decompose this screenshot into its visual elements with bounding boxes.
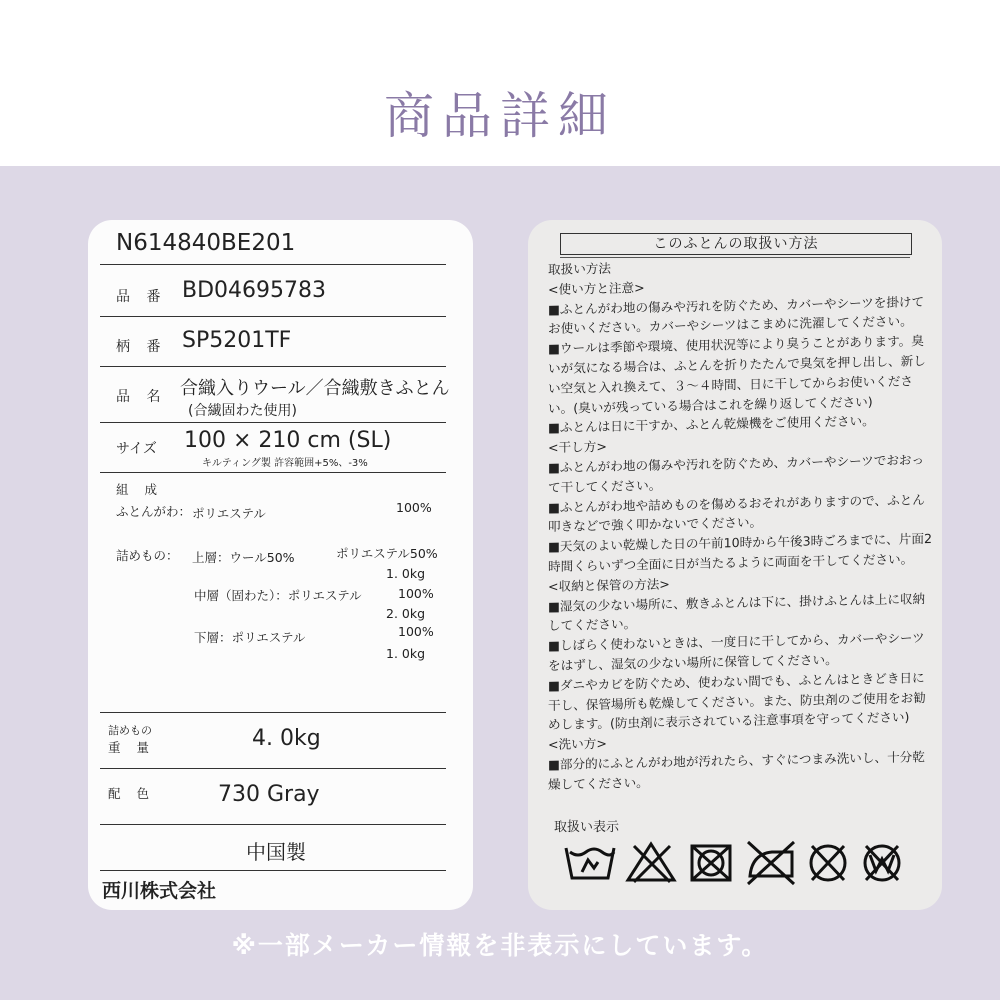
maker: 西川株式会社 (102, 880, 217, 902)
care-item: ■ふとんがわ地の傷みや汚れを防ぐため、カバーやシーツを掛けてお使いください。カバーやシーツはこまめに洗濯してください。 (548, 293, 925, 337)
care-title: このふとんの取扱い方法 (560, 233, 912, 255)
care-item: ■ふとんは日に干すか、ふとん乾燥機をご使用ください。 (548, 413, 875, 436)
care-item: ■湿気の少ない場所に、敷きふとんは下に、掛けふとんは上に収納してください。 (548, 590, 926, 634)
care-item: ■天気のよい乾燥した日の午前10時から午後3時ごろまでに、片面2時間くらいずつ全面に日が当たるように両面を干してください。 (548, 531, 932, 574)
size-note: キルティング製 許容範囲+5%、-3% (202, 458, 368, 469)
lower-layer-weight: 1. 0kg (386, 646, 426, 661)
product-name: 合織入りウール／合織敷きふとん (180, 378, 450, 399)
upper-layer-material: ポリエステル50% (336, 546, 438, 561)
no-tumble-dry-icon (692, 846, 730, 880)
color-label: 配 色 (108, 786, 155, 801)
divider (100, 264, 446, 265)
product-no: BD04695783 (182, 278, 327, 303)
upper-layer-label: 上層：ウール50% (192, 550, 295, 565)
pattern-no: SP5201TF (182, 328, 292, 353)
care-text (548, 252, 934, 795)
origin: 中国製 (246, 840, 306, 864)
care-section: <干し方> (548, 438, 607, 456)
no-wet-clean-icon (865, 846, 899, 880)
cover-label: ふとんがわ： (116, 504, 192, 519)
weight-label-2: 重 量 (108, 740, 155, 755)
lower-layer-pct: 100% (398, 624, 434, 639)
divider (100, 422, 446, 423)
divider (100, 824, 446, 825)
middle-layer-label: 中層（固わた）：ポリエステル (194, 588, 362, 603)
weight-label-1: 詰めもの (108, 724, 152, 737)
composition-label: 組 成 (116, 482, 163, 497)
care-section: <収納と保管の方法> (548, 576, 670, 594)
middle-layer-pct: 100% (398, 586, 434, 601)
divider (100, 472, 446, 473)
divider (100, 316, 446, 317)
weight-value: 4. 0kg (252, 726, 321, 751)
divider (100, 712, 446, 713)
care-section: <洗い方> (548, 735, 607, 753)
page-title: 商品詳細 (384, 87, 616, 145)
product-code: N614840BE201 (116, 230, 296, 256)
care-item: ■ふとんがわ地の傷みや汚れを防ぐため、カバーやシーツでおおって干してください。 (548, 452, 925, 495)
wash-hand-icon (566, 848, 614, 878)
product-no-label: 品 番 (116, 289, 167, 305)
divider (100, 366, 446, 367)
size-label: サイズ (116, 441, 157, 457)
name-label: 品 名 (116, 389, 167, 405)
filling-label: 詰めもの： (116, 548, 179, 563)
color-value: 730 Gray (218, 782, 320, 807)
size-value: 100 × 210 cm (SL) (184, 428, 392, 453)
care-item: ■ふとんがわ地や詰めものを傷めるおそれがありますので、ふとん叩きなどで強く叩かないでください。 (548, 491, 925, 535)
header-band (0, 0, 1000, 166)
no-dry-clean-icon (811, 846, 845, 880)
middle-layer-weight: 2. 0kg (386, 606, 426, 621)
care-heading: 取扱い方法 (548, 260, 611, 277)
no-iron-icon (748, 842, 794, 884)
care-item: ■しばらく使わないときは、一度日に干してから、カバーやシーツをはずし、湿気の少ない場所に保管してください。 (548, 630, 925, 673)
care-item: ■ウールは季節や環境、使用状況等により臭うことがあります。臭いが気になる場合は、ふとんを折りたたんで臭気を押し出し、新しい空気と入れ換えて、３～４時間、日に干してからお使いください。(臭いが残っている場合はこれを繰り返してください) (548, 333, 926, 416)
care-item: ■部分的にふとんがわ地が汚れたら、すぐにつまみ洗いし、十分乾燥してください。 (548, 749, 925, 792)
pattern-no-label: 柄 番 (116, 339, 167, 355)
care-label-photo (528, 220, 942, 910)
product-name-sub: (合繊固わた使用) (188, 403, 297, 419)
care-symbols (564, 838, 904, 888)
cover-material: ポリエステル (192, 506, 266, 521)
care-item: ■ダニやカビを防ぐため、使わない間でも、ふとんはときどき日に干し、保管場所も乾燥してください。また、防虫剤のご使用をお勧めします。(防虫剤に表示されている注意事項を守ってください) (548, 669, 926, 733)
footer-note: ※一部メーカー情報を非表示にしています。 (231, 931, 769, 960)
divider (100, 870, 446, 871)
cover-pct: 100% (396, 500, 432, 515)
no-bleach-icon (628, 844, 674, 882)
lower-layer-label: 下層：ポリエステル (194, 630, 306, 645)
product-label-photo (88, 220, 473, 910)
divider (100, 768, 446, 769)
care-section: <使い方と注意> (548, 279, 645, 297)
care-symbols-label: 取扱い表示 (554, 820, 620, 835)
upper-layer-weight: 1. 0kg (386, 566, 426, 581)
